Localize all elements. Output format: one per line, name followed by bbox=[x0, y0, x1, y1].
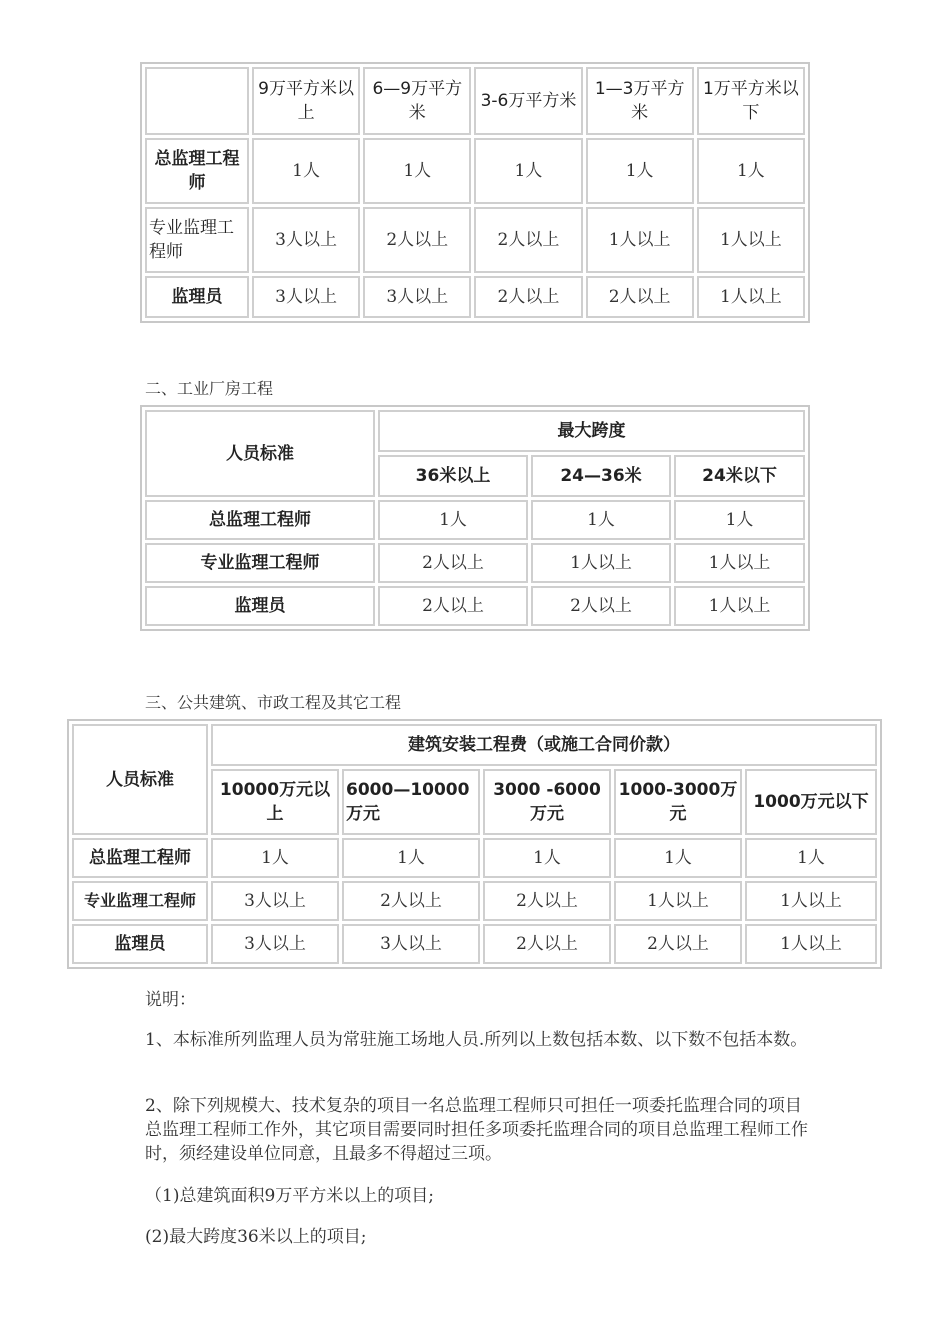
header-cell: 9万平方米以上 bbox=[252, 67, 360, 135]
table-cell: 2人以上 bbox=[614, 924, 742, 964]
note-item: （1)总建筑面积9万平方米以上的项目; bbox=[145, 1186, 434, 1206]
row-label: 总监理工程师 bbox=[145, 138, 249, 204]
table-cell: 1人 bbox=[252, 138, 360, 204]
table-cell: 1人以上 bbox=[745, 924, 877, 964]
table-cell: 1人 bbox=[211, 838, 339, 878]
row-label: 监理员 bbox=[145, 586, 375, 626]
row-label: 总监理工程师 bbox=[72, 838, 208, 878]
corner-cell bbox=[145, 67, 249, 135]
table-cell: 1人 bbox=[483, 838, 611, 878]
notes-heading: 说明： bbox=[145, 990, 196, 1010]
table-header-row bbox=[72, 724, 877, 766]
header-cell: 1000万元以下 bbox=[745, 769, 877, 835]
note-item: 1、本标准所列监理人员为常驻施工场地人员.所列以上数包括本数、以下数不包括本数。 bbox=[145, 1030, 808, 1050]
section-title: 三、公共建筑、市政工程及其它工程 bbox=[145, 693, 402, 712]
header-cell: 24—36米 bbox=[531, 455, 671, 497]
table-cell: 3人以上 bbox=[211, 924, 339, 964]
table-cell: 3人以上 bbox=[252, 207, 360, 273]
table-cell: 2人以上 bbox=[342, 881, 480, 921]
row-label: 专业监理工程师 bbox=[72, 881, 208, 921]
header-cell: 10000万元以上 bbox=[211, 769, 339, 835]
group-header: 建筑安装工程费（或施工合同价款） bbox=[211, 724, 877, 766]
row-label: 监理员 bbox=[72, 924, 208, 964]
table-cell: 1人 bbox=[378, 500, 528, 540]
corner-cell: 人员标准 bbox=[145, 410, 375, 497]
header-cell: 1000-3000万元 bbox=[614, 769, 742, 835]
table-cell: 1人 bbox=[674, 500, 805, 540]
table-cell: 1人 bbox=[363, 138, 471, 204]
table-row bbox=[72, 881, 877, 921]
table-cell: 3人以上 bbox=[252, 276, 360, 318]
table-public-works bbox=[67, 719, 882, 969]
header-cell: 6—9万平方米 bbox=[363, 67, 471, 135]
table-cell: 2人以上 bbox=[363, 207, 471, 273]
table-cell: 1人 bbox=[614, 838, 742, 878]
header-cell: 24米以下 bbox=[674, 455, 805, 497]
table-cell: 2人以上 bbox=[474, 276, 582, 318]
group-header: 最大跨度 bbox=[378, 410, 805, 452]
table-cell: 1人以上 bbox=[674, 543, 805, 583]
corner-cell: 人员标准 bbox=[72, 724, 208, 835]
header-cell: 1万平方米以下 bbox=[697, 67, 805, 135]
section-title: 二、工业厂房工程 bbox=[145, 379, 274, 398]
row-label: 专业监理工程师 bbox=[145, 543, 375, 583]
table-cell: 2人以上 bbox=[474, 207, 582, 273]
table-cell: 1人 bbox=[745, 838, 877, 878]
table-row bbox=[145, 276, 805, 318]
table-cell: 2人以上 bbox=[483, 924, 611, 964]
row-label: 监理员 bbox=[145, 276, 249, 318]
table-cell: 2人以上 bbox=[378, 543, 528, 583]
row-label: 总监理工程师 bbox=[145, 500, 375, 540]
table-cell: 1人以上 bbox=[674, 586, 805, 626]
note-item: 2、除下列规模大、技术复杂的项目一名总监理工程师只可担任一项委托监理合同的项目总监理工程师工作外，其它项目需要同时担任多项委托监理合同的项目总监理工程师工作时，须经建设单位同意，且最多不得超过三项。 bbox=[145, 1096, 808, 1164]
table-cell: 2人以上 bbox=[586, 276, 694, 318]
table-cell: 1人以上 bbox=[745, 881, 877, 921]
table-cell: 1人以上 bbox=[697, 207, 805, 273]
table-cell: 1人 bbox=[474, 138, 582, 204]
table-row bbox=[72, 838, 877, 878]
table-cell: 3人以上 bbox=[211, 881, 339, 921]
header-cell: 6000—10000万元 bbox=[342, 769, 480, 835]
table-cell: 1人 bbox=[586, 138, 694, 204]
table-cell: 3人以上 bbox=[363, 276, 471, 318]
table-cell: 1人 bbox=[697, 138, 805, 204]
table-header-row bbox=[145, 67, 805, 135]
table-row bbox=[145, 207, 805, 273]
header-cell: 3-6万平方米 bbox=[474, 67, 582, 135]
table-factory bbox=[140, 405, 810, 631]
table-cell: 1人 bbox=[342, 838, 480, 878]
note-item: (2)最大跨度36米以上的项目; bbox=[145, 1227, 367, 1247]
table-building-area bbox=[140, 62, 810, 323]
table-row bbox=[145, 138, 805, 204]
table-cell: 3人以上 bbox=[342, 924, 480, 964]
table-row bbox=[145, 586, 805, 626]
header-cell: 3000 -6000万元 bbox=[483, 769, 611, 835]
header-cell: 36米以上 bbox=[378, 455, 528, 497]
table-cell: 2人以上 bbox=[483, 881, 611, 921]
table-row bbox=[145, 543, 805, 583]
header-cell: 1—3万平方米 bbox=[586, 67, 694, 135]
table-header-row bbox=[145, 410, 805, 452]
table-cell: 2人以上 bbox=[531, 586, 671, 626]
table-row bbox=[72, 924, 877, 964]
table-cell: 1人以上 bbox=[531, 543, 671, 583]
table-cell: 2人以上 bbox=[378, 586, 528, 626]
table-cell: 1人以上 bbox=[586, 207, 694, 273]
table-cell: 1人以上 bbox=[614, 881, 742, 921]
table-cell: 1人以上 bbox=[697, 276, 805, 318]
row-label: 专业监理工程师 bbox=[145, 207, 249, 273]
table-row bbox=[145, 500, 805, 540]
table-cell: 1人 bbox=[531, 500, 671, 540]
